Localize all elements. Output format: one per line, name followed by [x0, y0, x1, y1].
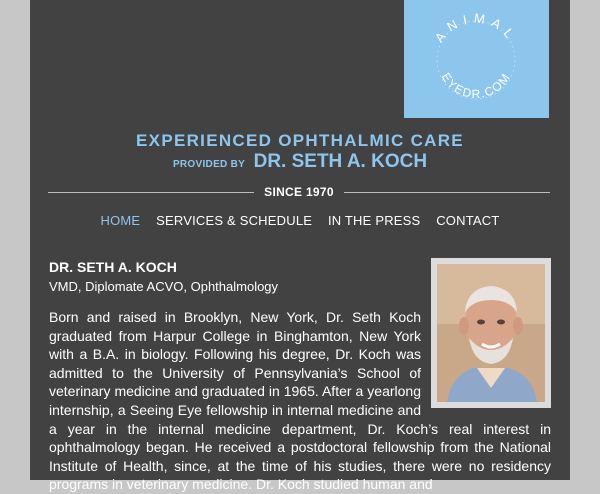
nav-in-the-press[interactable]: IN THE PRESS — [327, 213, 421, 228]
animal-eyedr-logo[interactable] — [404, 0, 549, 118]
main-nav — [30, 213, 570, 228]
since-divider — [48, 184, 550, 200]
tagline-heading: EXPERIENCED OPHTHALMIC CARE — [136, 131, 464, 150]
page-panel — [30, 0, 570, 493]
divider-line-right — [344, 192, 550, 193]
main-content — [49, 258, 551, 494]
profile-bio: Born and raised in Brooklyn, New York, Dr. Seth Koch graduated from Harpur College in Binghamton, New York with a B.A. in biology. Following his degree, Dr. Koch was admitted to the University of Pennsylvania’s School of veterinary medicine and graduated in 1965. After a yearlong internship, a Seeing Eye fellowship in internal medicine and a year in the internal medicine department, Dr. Koch’s real interest in ophthalmology began. He received a postdoctoral fellowship from the National Institute of Health, since, at the time of his studies, there were no residency programs in veterinary medicine. Dr. Koch studied human and — [49, 309, 551, 493]
doctor-portrait-image — [437, 264, 545, 402]
doctor-photo — [431, 258, 551, 408]
portrait-icon — [437, 264, 545, 402]
nav-services-schedule[interactable]: SERVICES & SCHEDULE — [156, 213, 313, 228]
profile-name: DR. SETH A. KOCH — [49, 259, 177, 275]
profile-credentials: VMD, Diplomate ACVO, Ophthalmology — [49, 279, 279, 294]
nav-contact[interactable]: CONTACT — [436, 213, 500, 228]
logo-ring-icon — [404, 0, 549, 118]
tagline-provider — [30, 151, 570, 173]
nav-home[interactable]: HOME — [100, 213, 141, 228]
svg-text:EYEDR.COM — [439, 70, 514, 101]
doctor-name-banner: DR. SETH A. KOCH — [253, 151, 428, 172]
since-label: SINCE 1970 — [264, 185, 334, 199]
svg-text:ANIMAL — [432, 10, 521, 45]
logo-word-top: ANIMAL — [431, 10, 521, 46]
logo-word-bottom: EYEDR.COM — [438, 70, 514, 102]
provided-by-label: PROVIDED BY — [172, 159, 246, 170]
